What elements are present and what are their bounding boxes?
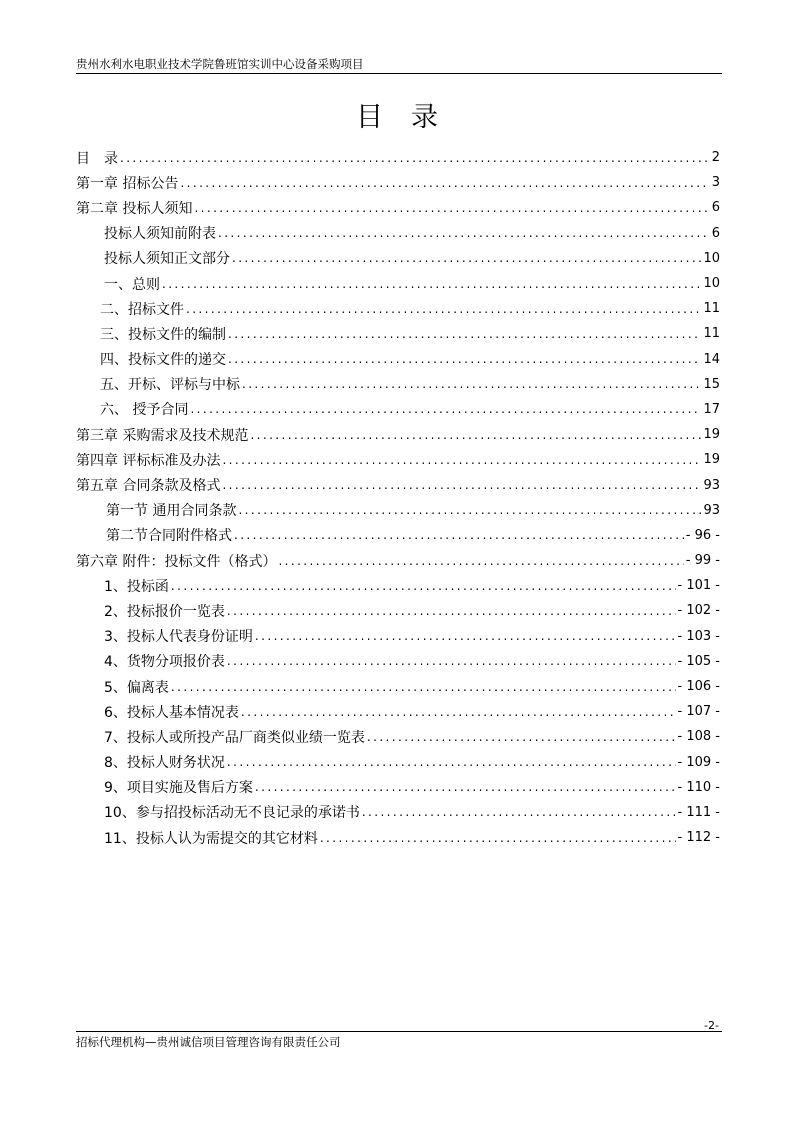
toc-entry-page: - 107 - bbox=[677, 704, 720, 720]
toc-entry[interactable] bbox=[76, 598, 720, 623]
toc-entry[interactable] bbox=[76, 750, 720, 775]
toc-dot-leader bbox=[238, 503, 701, 517]
toc-entry-page: 10 bbox=[703, 276, 720, 292]
toc-entry[interactable] bbox=[76, 296, 720, 321]
toc-dot-leader bbox=[320, 831, 676, 845]
toc-entry-page: 93 bbox=[703, 502, 720, 518]
toc-entry-page: 3 bbox=[711, 175, 720, 191]
toc-entry-page: - 99 - bbox=[685, 553, 720, 569]
toc-entry[interactable] bbox=[76, 447, 720, 472]
toc-entry-label: 五、开标、评标与中标 bbox=[100, 377, 240, 394]
toc-dot-leader bbox=[171, 579, 676, 593]
toc-entry-label: 投标人须知正文部分 bbox=[104, 251, 230, 268]
toc-dot-leader bbox=[242, 377, 701, 391]
toc-entry[interactable] bbox=[76, 624, 720, 649]
toc-entry-label: 1、投标函 bbox=[104, 578, 169, 595]
toc-entry-label: 六、 授予合同 bbox=[100, 402, 189, 419]
toc-entry[interactable] bbox=[76, 246, 720, 271]
toc-entry-label: 四、投标文件的递交 bbox=[100, 352, 226, 369]
toc-entry[interactable] bbox=[76, 372, 720, 397]
toc-entry-page: - 111 - bbox=[677, 804, 720, 820]
toc-entry-page: 14 bbox=[703, 351, 720, 367]
toc-dot-leader bbox=[222, 478, 701, 492]
toc-dot-leader bbox=[255, 629, 676, 643]
toc-dot-leader bbox=[367, 730, 676, 744]
header-divider bbox=[76, 73, 722, 74]
toc-entry-label: 一、总则 bbox=[104, 276, 160, 293]
toc-entry[interactable] bbox=[76, 699, 720, 724]
toc-entry-label: 第二章 投标人须知 bbox=[76, 200, 193, 217]
toc-entry-label: 第二节合同附件格式 bbox=[106, 528, 232, 545]
toc-entry-label: 三、投标文件的编制 bbox=[100, 326, 226, 343]
toc-entry-label: 2、投标报价一览表 bbox=[104, 603, 225, 620]
toc-entry-page: 2 bbox=[711, 150, 720, 166]
toc-entry-page: 10 bbox=[703, 250, 720, 266]
toc-entry-page: - 106 - bbox=[677, 679, 720, 695]
toc-entry-page: 17 bbox=[703, 401, 720, 417]
toc-entry[interactable] bbox=[76, 775, 720, 800]
page-title: 目录 bbox=[356, 102, 466, 133]
toc-dot-leader bbox=[250, 428, 701, 442]
toc-entry-label: 8、投标人财务状况 bbox=[104, 755, 225, 772]
toc-entry-page: 15 bbox=[703, 376, 720, 392]
toc-dot-leader bbox=[162, 277, 701, 291]
toc-entry-page: - 105 - bbox=[677, 653, 720, 669]
toc-entry-page: 19 bbox=[703, 427, 720, 443]
toc-entry[interactable] bbox=[76, 397, 720, 422]
toc-entry[interactable] bbox=[76, 347, 720, 372]
toc-dot-leader bbox=[228, 327, 701, 341]
toc-entry-label: 第五章 合同条款及格式 bbox=[76, 478, 221, 495]
toc-entry[interactable] bbox=[76, 472, 720, 497]
toc-dot-leader bbox=[227, 755, 676, 769]
toc-entry-label: 7、投标人或所投产品厂商类似业绩一览表 bbox=[104, 729, 365, 746]
toc-entry[interactable] bbox=[76, 498, 720, 523]
toc-entry[interactable] bbox=[76, 573, 720, 598]
toc-entry-label: 9、项目实施及售后方案 bbox=[104, 780, 253, 797]
toc-entry-page: - 108 - bbox=[677, 729, 720, 745]
toc-entry[interactable] bbox=[76, 422, 720, 447]
page-header: 贵州水利水电职业技术学院鲁班馆实训中心设备采购项目 bbox=[76, 57, 364, 71]
toc-entry-page: - 109 - bbox=[677, 754, 720, 770]
toc-entry[interactable] bbox=[76, 800, 720, 825]
toc-entry[interactable] bbox=[76, 724, 720, 749]
toc-entry-page: - 103 - bbox=[677, 628, 720, 644]
toc-entry-label: 3、投标人代表身份证明 bbox=[104, 629, 253, 646]
toc-entry[interactable] bbox=[76, 321, 720, 346]
toc-dot-leader bbox=[180, 176, 709, 190]
toc-entry-page: 6 bbox=[711, 225, 720, 241]
page-footer: 招标代理机构—贵州诚信项目管理咨询有限责任公司 bbox=[76, 1035, 341, 1049]
toc-entry-label: 第四章 评标标准及办法 bbox=[76, 452, 221, 469]
toc-entry-label: 第一章 招标公告 bbox=[76, 175, 179, 192]
toc-dot-leader bbox=[278, 554, 683, 568]
page-number: -2- bbox=[704, 1019, 719, 1032]
toc-entry[interactable] bbox=[76, 170, 720, 195]
toc-entry-label: 11、投标人认为需提交的其它材料 bbox=[104, 830, 318, 847]
toc-entry-label: 10、参与招投标活动无不良记录的承诺书 bbox=[104, 805, 360, 822]
toc-entry[interactable] bbox=[76, 548, 720, 573]
toc-entry-label: 5、偏离表 bbox=[104, 679, 169, 696]
toc-entry[interactable] bbox=[76, 195, 720, 220]
toc-dot-leader bbox=[227, 654, 676, 668]
toc-entry-label: 第一节 通用合同条款 bbox=[106, 503, 237, 520]
toc-dot-leader bbox=[218, 226, 710, 240]
toc-entry[interactable] bbox=[76, 145, 720, 170]
toc-entry-label: 投标人须知前附表 bbox=[104, 226, 216, 243]
toc-dot-leader bbox=[171, 680, 676, 694]
toc-entry-label: 6、投标人基本情况表 bbox=[104, 704, 239, 721]
toc-entry-label: 二、招标文件 bbox=[100, 301, 184, 318]
toc-entry-page: 93 bbox=[703, 477, 720, 493]
toc-dot-leader bbox=[234, 528, 684, 542]
toc-entry-page: - 102 - bbox=[677, 603, 720, 619]
toc-dot-leader bbox=[222, 453, 701, 467]
toc-entry-page: - 96 - bbox=[685, 527, 720, 543]
toc-entry-page: 11 bbox=[703, 301, 720, 317]
toc-dot-leader bbox=[186, 302, 701, 316]
toc-entry-page: - 101 - bbox=[677, 578, 720, 594]
toc-entry[interactable] bbox=[76, 271, 720, 296]
toc-entry-label: 4、货物分项报价表 bbox=[104, 654, 225, 671]
toc-entry-label: 第三章 采购需求及技术规范 bbox=[76, 427, 249, 444]
toc-entry[interactable] bbox=[76, 523, 720, 548]
toc-entry-page: 19 bbox=[703, 452, 720, 468]
toc-entry-page: - 112 - bbox=[677, 830, 720, 846]
toc-dot-leader bbox=[362, 805, 676, 819]
toc-dot-leader bbox=[190, 402, 701, 416]
toc-dot-leader bbox=[232, 251, 701, 265]
toc-entry-label: 目 录 bbox=[76, 150, 118, 167]
toc-entry-label: 第六章 附件：投标文件（格式） bbox=[76, 553, 277, 570]
toc-entry[interactable] bbox=[76, 649, 720, 674]
toc-entry-page: 6 bbox=[711, 200, 720, 216]
toc-dot-leader bbox=[120, 151, 710, 165]
table-of-contents bbox=[76, 145, 720, 850]
toc-entry-page: - 110 - bbox=[677, 779, 720, 795]
toc-entry[interactable] bbox=[76, 825, 720, 850]
footer-divider bbox=[76, 1031, 722, 1032]
toc-dot-leader bbox=[194, 201, 709, 215]
toc-dot-leader bbox=[241, 705, 676, 719]
toc-entry-page: 11 bbox=[703, 326, 720, 342]
toc-dot-leader bbox=[227, 604, 676, 618]
toc-entry[interactable] bbox=[76, 674, 720, 699]
toc-dot-leader bbox=[255, 780, 676, 794]
toc-entry[interactable] bbox=[76, 221, 720, 246]
toc-dot-leader bbox=[228, 352, 701, 366]
